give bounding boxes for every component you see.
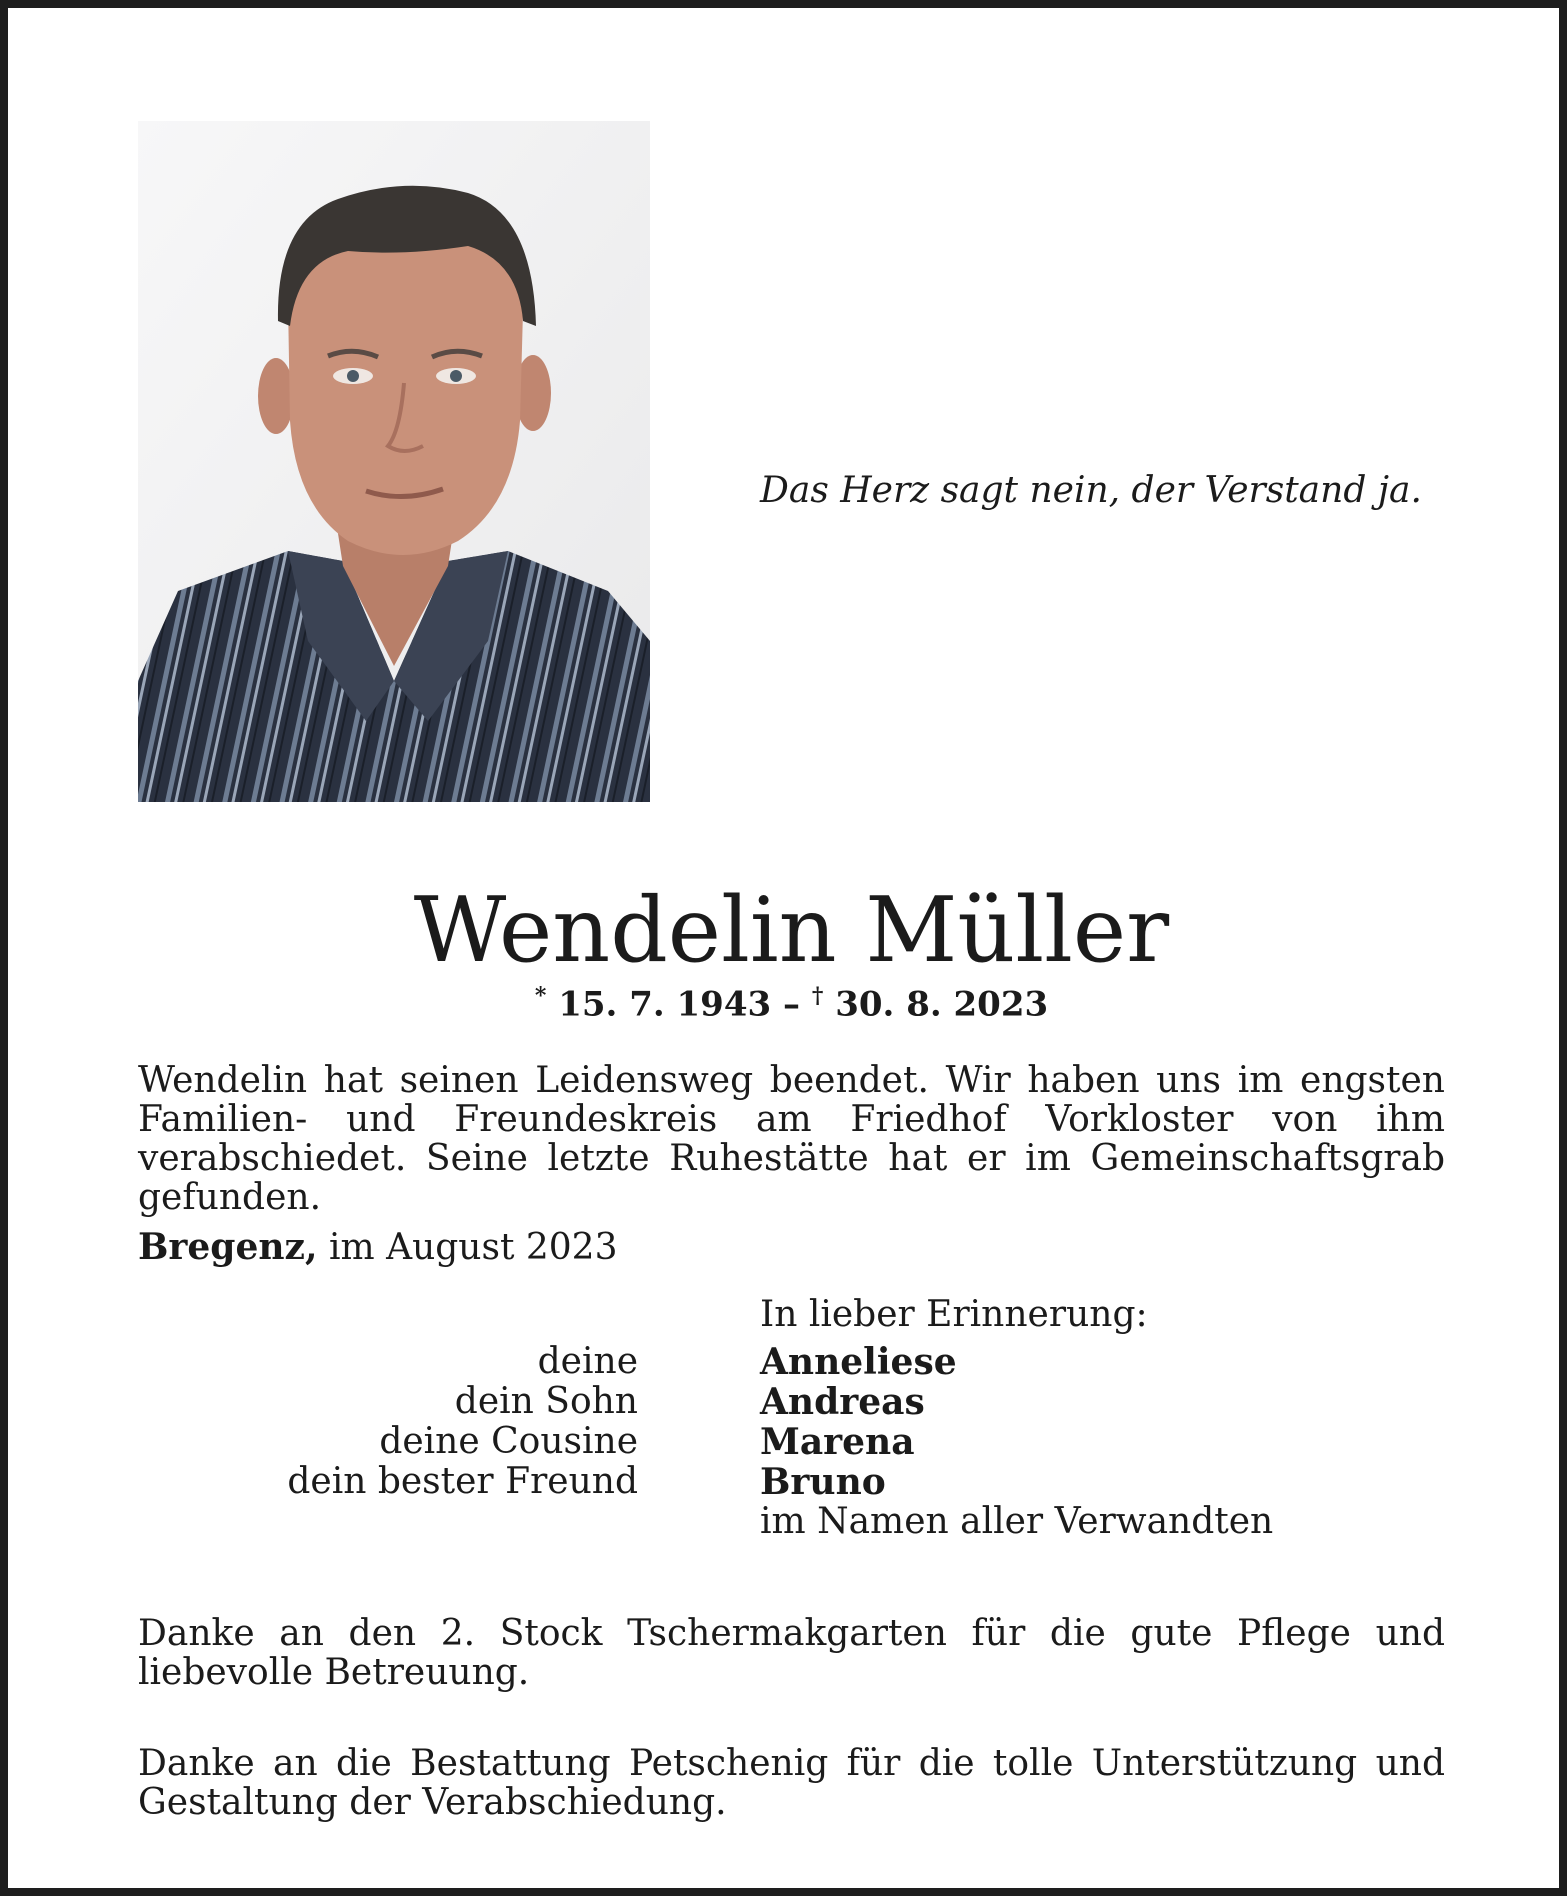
signature-row [138, 1382, 1445, 1422]
signature-name: Andreas [760, 1381, 925, 1423]
signature-row [138, 1342, 1445, 1382]
signature-row [138, 1422, 1445, 1462]
birth-symbol: * [534, 983, 547, 1009]
birth-date: 15. 7. 1943 [558, 984, 772, 1025]
signature-relation: deine Cousine [379, 1421, 638, 1462]
memory-line: In lieber Erinnerung: [760, 1294, 1148, 1335]
death-date: 30. 8. 2023 [835, 984, 1049, 1025]
deceased-name: Wendelin Müller [413, 878, 1170, 983]
signature-row [138, 1462, 1445, 1502]
thanks-paragraph-care: Danke an den 2. Stock Tschermakgarten für die gute Pflege und liebevolle Betreuung. [138, 1613, 1445, 1693]
place-date-line [138, 1226, 617, 1268]
signature-name: Marena [760, 1421, 915, 1463]
date-separator: – [771, 984, 812, 1025]
signature-relation: dein Sohn [454, 1381, 638, 1422]
death-symbol: † [811, 983, 824, 1009]
portrait-illustration [138, 121, 650, 802]
signature-relation: dein bester Freund [287, 1461, 638, 1502]
place-city: Bregenz, [138, 1226, 318, 1268]
thanks-paragraph-funeral: Danke an die Bestattung Petschenig für die tolle Unterstützung und Gestaltung der Verabschiedung. [138, 1743, 1445, 1823]
place-date: im August 2023 [317, 1227, 618, 1268]
signature-relation: deine [537, 1341, 638, 1382]
signature-name: Anneliese [760, 1341, 957, 1383]
intro-paragraph: Wendelin hat seinen Leidensweg beendet. Wir haben uns im engsten Familien- und Freundeskreis am Friedhof Vorkloster von ihm verabschiedet. Seine letzte Ruhestätte hat er im Gemeinschaftsgrab gefunden. [138, 1060, 1445, 1218]
portrait-photo [138, 121, 650, 802]
life-dates [8, 983, 1567, 1024]
all-relatives-line: im Namen aller Verwandten [760, 1501, 1274, 1542]
signature-name: Bruno [760, 1461, 886, 1503]
motto-quote: Das Herz sagt nein, der Verstand ja. [760, 470, 1422, 511]
signatures [138, 1342, 1445, 1502]
